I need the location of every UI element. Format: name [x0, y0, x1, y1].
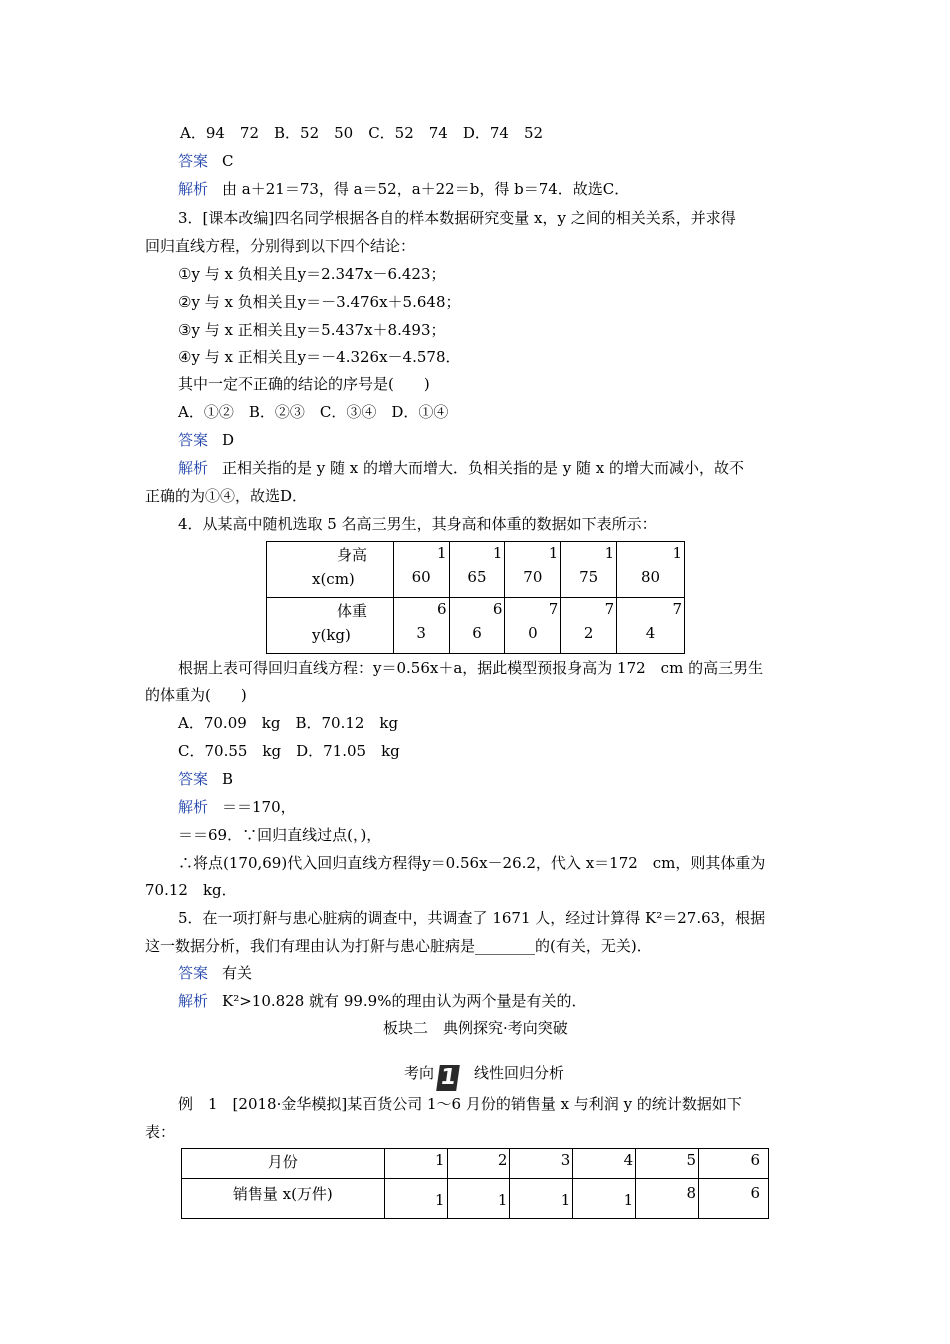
cell-top: 1 [548, 544, 559, 562]
table-header-cell: 月份 [182, 1149, 385, 1179]
q3-question: 其中一定不正确的结论的序号是( ) [178, 375, 430, 393]
table-cell: 3 [510, 1149, 573, 1179]
q5-analysis [178, 991, 586, 1011]
analysis-label: 解析 [178, 459, 209, 477]
cell-top: 6 [437, 600, 447, 618]
example-1-stem-1: 例 1 [2018·金华模拟]某百货公司 1～6 月份的销售量 x 与利润 y 的统计数据如下 [178, 1095, 742, 1113]
cell-top: 7 [548, 600, 559, 618]
q4-stem: 4．从某高中随机选取 5 名高三男生，其身高和体重的数据如下表所示： [178, 515, 657, 533]
q3-conclusion-4: ④y 与 x 正相关且y＝－4.326x－4.578． [178, 348, 461, 366]
cell-value: 80 [641, 568, 661, 586]
q3-conclusion-2: ②y 与 x 负相关且y＝－3.476x＋5.648； [178, 293, 461, 311]
table-header-cell: 销售量 x(万件) [182, 1179, 385, 1219]
q4-analysis-3: ∴将点(170,69)代入回归直线方程得y＝0.56x－26.2，代入 x＝172 cm，则其体重为 [178, 854, 766, 872]
q4-analysis-4: 70.12 kg． [145, 881, 237, 899]
table-row [267, 598, 685, 654]
table-cell [505, 598, 561, 654]
row-header-main: 身高 [337, 546, 368, 564]
table-cell: 1 [447, 1179, 510, 1219]
q2-analysis [178, 179, 629, 199]
row-header-unit: x(cm) [312, 570, 355, 588]
analysis-text: 正相关指的是 y 随 x 的增大而增大．负相关指的是 y 随 x 的增大而减小，故不 [222, 459, 745, 477]
q4-text-1: 根据上表可得回归直线方程：y＝0.56x＋a，据此模型预报身高为 172 cm 的高三男生 [178, 659, 764, 677]
topic-prefix: 考向 [404, 1064, 435, 1082]
example-1-stem-2: 表： [145, 1123, 176, 1141]
q3-analysis-2: 正确的为①④，故选D． [145, 487, 308, 505]
height-weight-table [266, 541, 685, 654]
table-cell [449, 542, 505, 598]
row-header-main: 体重 [337, 602, 368, 620]
q3-stem-2: 回归直线方程，分别得到以下四个结论： [145, 237, 416, 255]
table-row [267, 542, 685, 598]
cell-top: 6 [492, 600, 503, 618]
cell-top: 1 [672, 544, 682, 562]
cell-value: 70 [523, 568, 543, 586]
cell-value: 3 [416, 624, 426, 642]
cell-value: 4 [645, 624, 656, 642]
topic-title: 线性回归分析 [474, 1064, 565, 1082]
topic-number-badge: 1 [436, 1065, 460, 1091]
table-cell [505, 542, 561, 598]
table-cell [561, 542, 617, 598]
analysis-text: K²>10.828 就有 99.9%的理由认为两个量是有关的． [222, 992, 587, 1010]
cell-value: 65 [467, 568, 487, 586]
q3-options: A．①② B．②③ C．③④ D．①④ [178, 403, 449, 421]
answer-label: 答案 [178, 152, 209, 170]
row-header-unit: y(kg) [312, 626, 351, 644]
table-cell: 6 [699, 1179, 769, 1219]
analysis-text: ＝＝170， [222, 798, 296, 816]
answer-label: 答案 [178, 431, 209, 449]
cell-value: 6 [472, 624, 482, 642]
table-cell [561, 598, 617, 654]
answer-value: 有关 [222, 964, 253, 982]
cell-top: 1 [492, 544, 503, 562]
analysis-label: 解析 [178, 992, 209, 1010]
table-cell [449, 598, 505, 654]
table-cell: 2 [447, 1149, 510, 1179]
cell-top: 1 [437, 544, 447, 562]
cell-value: 75 [579, 568, 599, 586]
cell-value: 60 [411, 568, 431, 586]
q3-conclusion-3: ③y 与 x 正相关且y＝5.437x＋8.493； [178, 321, 446, 339]
table-cell: 1 [573, 1179, 636, 1219]
q3-stem-1: 3．[课本改编]四名同学根据各自的样本数据研究变量 x，y 之间的相关关系，并求得 [178, 209, 736, 227]
q2-options: A．94 72 B．52 50 C．52 74 D．74 52 [180, 124, 544, 142]
answer-value: D [222, 431, 235, 449]
monthly-sales-table [181, 1148, 769, 1219]
cell-top: 7 [672, 600, 682, 618]
table-header-cell [267, 542, 394, 598]
q5-answer [178, 963, 252, 983]
table-cell [617, 542, 685, 598]
cell-value: 2 [583, 624, 594, 642]
answer-label: 答案 [178, 964, 209, 982]
analysis-text: 由 a＋21＝73，得 a＝52，a＋22＝b，得 b＝74．故选C． [222, 180, 630, 198]
q4-analysis-1 [178, 797, 296, 817]
table-cell [393, 598, 449, 654]
q3-answer [178, 430, 234, 450]
table-cell: 1 [384, 1179, 447, 1219]
table-cell: 6 [699, 1149, 769, 1179]
q4-options-1: A．70.09 kg B．70.12 kg [178, 714, 399, 732]
cell-top: 1 [604, 544, 615, 562]
table-row [182, 1179, 769, 1219]
q5-stem-2: 这一数据分析，我们有理由认为打鼾与患心脏病是________的(有关，无关)． [145, 937, 652, 955]
table-cell: 1 [510, 1179, 573, 1219]
q3-analysis-1 [178, 458, 744, 478]
q4-answer [178, 769, 233, 789]
table-row [182, 1149, 769, 1179]
table-cell [617, 598, 685, 654]
table-cell: 4 [573, 1149, 636, 1179]
cell-top: 7 [604, 600, 615, 618]
table-cell: 8 [636, 1179, 699, 1219]
q4-text-2: 的体重为( ) [145, 686, 247, 704]
analysis-label: 解析 [178, 180, 209, 198]
q4-options-2: C．70.55 kg D．71.05 kg [178, 742, 400, 760]
q3-conclusion-1: ①y 与 x 负相关且y＝2.347x－6.423； [178, 265, 446, 283]
answer-label: 答案 [178, 770, 209, 788]
section-title: 板块二 典例探究·考向突破 [383, 1019, 568, 1037]
topic-heading [404, 1063, 564, 1091]
table-cell [393, 542, 449, 598]
answer-value: B [222, 770, 234, 788]
q5-stem-1: 5．在一项打鼾与患心脏病的调查中，共调查了 1671 人，经过计算得 K²＝27.63，根据 [178, 909, 766, 927]
q4-analysis-2: ＝＝69．∵回归直线过点(，)， [178, 826, 382, 844]
q2-answer [178, 151, 234, 171]
cell-value: 0 [528, 624, 538, 642]
table-header-cell [267, 598, 394, 654]
table-cell: 5 [636, 1149, 699, 1179]
analysis-label: 解析 [178, 798, 209, 816]
answer-value: C [222, 152, 234, 170]
table-cell: 1 [384, 1149, 447, 1179]
